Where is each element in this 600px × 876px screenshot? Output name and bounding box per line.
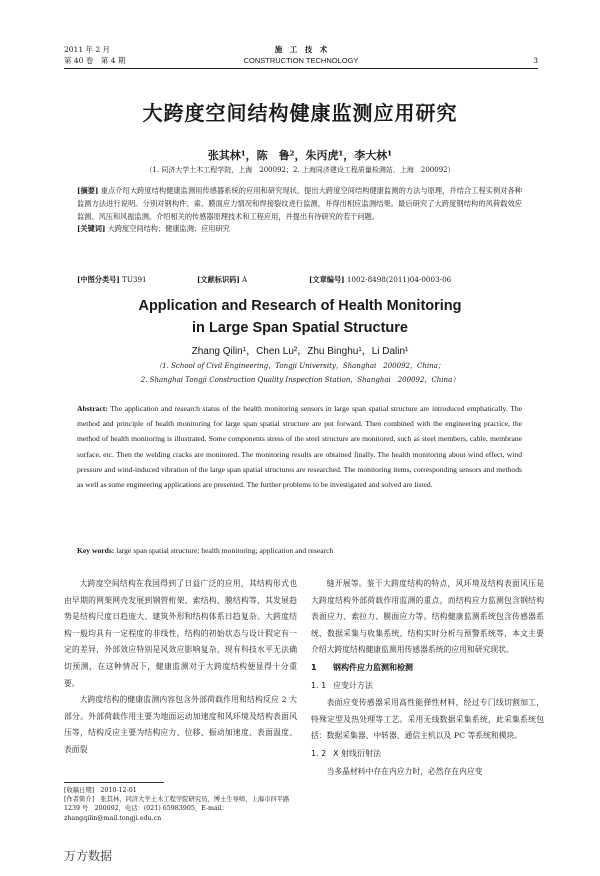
- abstract-cn: [77, 185, 522, 236]
- keywords-en-label: Key words:: [77, 546, 115, 555]
- volume-issue: 第 40 卷 第 4 期: [64, 56, 126, 65]
- body-paragraph: 大跨度结构的健康监测内容包含外部荷载作用和结构反应 2 大部分。外部荷载作用主要为地面运动加速度和风环境及结构表面风压等，结构反应主要为结构应力、位移、振动加速度、表面温度、表面裂: [64, 695, 297, 754]
- abstract-en: [77, 401, 522, 492]
- journal-name-cn: 施 工 技 术: [274, 45, 328, 54]
- body-paragraph: 当多晶材料中存在内应力时，必然存在内应变: [326, 766, 483, 776]
- header-center: [64, 44, 538, 66]
- article-title-en: [0, 295, 600, 339]
- affiliation-en-line2: 2. Shanghai Tongji Construction Quality Inspection Station，Shanghai 200092，China）: [140, 376, 460, 384]
- article-number: [文章编号] 1002-8498(2011)04-0003-06: [309, 275, 452, 284]
- body-paragraph: 大跨度空间结构在我国得到了日益广泛的应用，其结构形式也由早期的网架网壳发展到钢管桁架、索结构、膜结构等，其发展趋势是结构尺度日趋庞大、建筑外形和结构体系日趋复杂。大跨度结构一般均具有一定程度的非线性，结构的初始状态与设计假定有一定的差异，外部效应特别是风效应影响复杂，现有科技水平无法确切预测，在这种情况下，健康监测对于大跨度结构便显得十分重要。: [64, 579, 297, 688]
- keywords-cn-label: [关键词]: [77, 224, 106, 234]
- keywords-cn-text: 大跨度空间结构；健康监测；应用研究: [107, 224, 230, 234]
- received-date: [收稿日期] 2010-12-01: [64, 787, 137, 794]
- header-divider: [64, 68, 538, 69]
- affiliation-en: [0, 359, 600, 387]
- abstract-en-text: The application and research status of the health monitoring sensors in large span spatial structure are introduced emphatically. The method and principle of health monitoring for large span spatial structure are put forward. Then combined with the engineering practice, the method of health monitoring is illustrated. Some components stress of the steel structure are monitored, such as steel members, cable, membrane surface, etc. Then the welding cracks are monitored. The monitoring results are obtained finally. The health monitoring about wind effect, wind pressure and wind-induced vibration of the large span spatial structures are researched. The monitoring items, corresponding sensors and methods as well as some engineering applications are presented. The further problems to be investigated and solved are listed.: [77, 404, 522, 490]
- section-heading-1: 1 钢构件应力监测和检测: [311, 662, 413, 672]
- abstract-cn-text: 重点介绍大跨度结构健康监测用传感器系统的应用和研究现状。提出大跨度空间结构健康监测的方法与原理，并结合工程实例对各种监测方法进行说明。分别对钢构件、索、膜面应力情况和焊接裂纹进行监测，并得出相应监测结果。最后研究了大跨度钢结构的风荷载效应监测、风压和风振监测。介绍相关的传感器原理技术和工程应用，并提出有待研究的若干问题。: [77, 186, 522, 221]
- keywords-en: [77, 544, 522, 558]
- footnote: [64, 786, 298, 823]
- subsection-heading-1-1: 1. 1 应变计方法: [311, 680, 373, 690]
- journal-name-en: CONSTRUCTION TECHNOLOGY: [243, 56, 359, 65]
- authors-en: Zhang Qilin¹，Chen Lu²，Zhu Binghu¹，Li Dalin¹: [191, 346, 409, 357]
- issue-date: 2011 年 2 月: [64, 45, 111, 54]
- title-en-line1: Application and Research of Health Monitoring: [138, 298, 462, 314]
- body-column-right: [311, 576, 544, 780]
- body-paragraph: 表面应变传感器采用高性能弹性材料，经过专门线切割加工，特殊定型及热处理等工艺。采用无线数据采集系统，此采集系统包括：数据采集器、中转器、通信主机以及 PC 等系统和模块。: [311, 698, 544, 741]
- body-column-left: [64, 576, 297, 759]
- abstract-en-label: Abstract:: [77, 404, 108, 413]
- title-en-line2: in Large Span Spatial Structure: [192, 320, 408, 336]
- footnote-divider: [64, 782, 164, 783]
- subsection-heading-1-2: 1. 2 X 射线衍射法: [311, 748, 382, 758]
- affiliation-cn: （1. 同济大学土木工程学院，上海 200092；2. 上海同济建设工程质量检测站，上海 200092）: [145, 166, 455, 174]
- clc-code: [中图分类号] TU391: [77, 275, 147, 284]
- body-paragraph: 缝开展等。鉴于大跨度结构的特点，风环境及结构表面风压是大跨度结构外部荷载作用监测的重点，而结构应力监测包含钢结构表面应力、索拉力、膜面应力等。结构健康监测系统包含传感器系统、数据采集与收集系统、结构实时分析与预警系统等，本文主要介绍大跨度结构健康监测用传感器系统的应用和研究现状。: [311, 579, 544, 655]
- page-number: 3: [533, 56, 538, 65]
- wanfang-watermark: 万方数据: [64, 849, 113, 863]
- article-title-cn: 大跨度空间结构健康监测应用研究: [142, 101, 458, 125]
- keywords-en-text: large span spatial structure; health monitoring; application and research: [116, 546, 334, 555]
- abstract-cn-label: [摘要]: [77, 186, 99, 195]
- affiliation-en-line1: （1. School of Civil Engineering，Tongji University，Shanghai 200092，China；: [155, 362, 445, 370]
- authors-cn: 张其林¹，陈 鲁²，朱丙虎¹，李大林¹: [207, 149, 393, 162]
- document-code: [文献标识码] A: [197, 275, 248, 284]
- author-info: [作者简介] 张其林，同济大学土木工程学院研究员，博士生导师，上海市四平路 1239 号 200092，电话：(021) 65983905，E-mail：zhangqilin@mail.tongji.edu.cn: [64, 796, 290, 822]
